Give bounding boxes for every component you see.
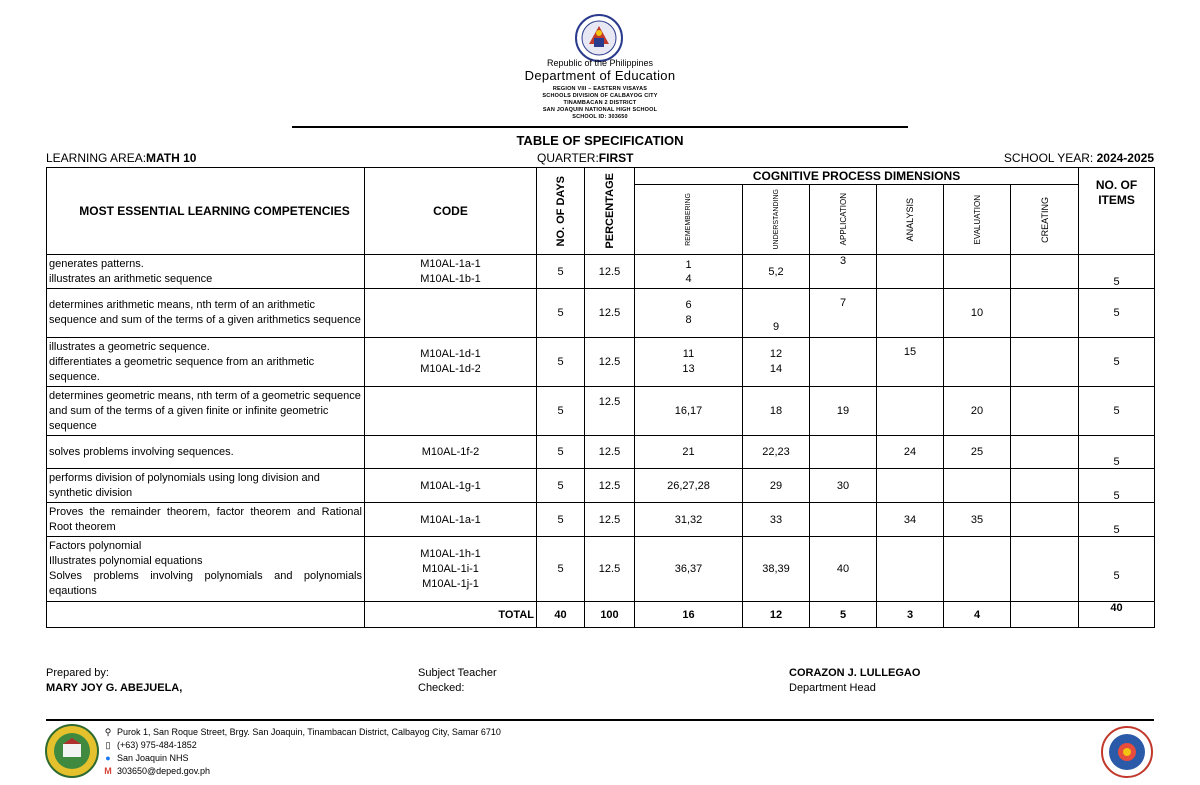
checked-label: Checked: (418, 682, 465, 694)
table-row (47, 469, 1155, 503)
percentage-cell: 12.5 (585, 255, 635, 289)
item-number: 12 (769, 348, 783, 360)
item-number: 24 (877, 436, 944, 469)
code-text: M10AL-1d-1 (420, 348, 481, 360)
total-remembering: 16 (635, 602, 743, 628)
competency-text: Solves problems involving polynomials and polynomials eqautions (49, 570, 362, 597)
learning-area: LEARNING AREA:MATH 10 (46, 151, 197, 165)
competencies-header: MOST ESSENTIAL LEARNING COMPETENCIES (47, 168, 365, 255)
competency-text: Proves the remainder theorem, factor theorem and Rational Root theorem (49, 505, 362, 533)
table-row (47, 289, 1155, 338)
competency-text: determines arithmetic means, nth term of an arithmetic sequence and sum of the terms of a given arithmetics sequence (49, 299, 361, 326)
competency-text: Factors polynomial (49, 540, 142, 552)
items-header: NO. OF ITEMS (1079, 168, 1155, 255)
email-icon: M (104, 766, 112, 776)
specification-table (46, 167, 1155, 628)
days-cell: 5 (537, 537, 585, 602)
total-understanding: 12 (743, 602, 810, 628)
division-seal-logo (1101, 726, 1153, 778)
school-logo (45, 724, 99, 778)
total-days: 40 (537, 602, 585, 628)
item-number: 25 (944, 436, 1011, 469)
total-application: 5 (810, 602, 877, 628)
days-header: NO. OF DAYS (554, 175, 567, 247)
document-title: TABLE OF SPECIFICATION (516, 133, 684, 148)
item-number: 21 (635, 436, 743, 469)
items-cell: 5 (1079, 255, 1155, 289)
total-row (47, 602, 1155, 628)
facebook-icon: ● (105, 753, 111, 763)
percentage-cell: 12.5 (585, 289, 635, 338)
competency-text: differentiates a geometric sequence from an arithmetic sequence. (49, 355, 315, 383)
competency-text: illustrates a geometric sequence. (49, 340, 210, 353)
school-id-text: SCHOOL ID: 303650 (572, 114, 628, 120)
days-cell: 5 (537, 255, 585, 289)
table-row (47, 338, 1155, 387)
code-text: M10AL-1h-1 (420, 547, 481, 560)
competency-text: determines geometric means, nth term of a geometric sequence and sum of the terms of a given finite or infinite geometric sequence (49, 389, 361, 432)
item-number: 7 (810, 289, 877, 338)
school-name-text: SAN JOAQUIN NATIONAL HIGH SCHOOL (542, 107, 658, 113)
footer-divider (46, 719, 1154, 721)
code-text: M10AL-1i-1 (422, 562, 479, 575)
days-cell: 5 (537, 338, 585, 387)
deped-seal-logo (575, 14, 623, 62)
items-cell: 5 (1079, 289, 1155, 338)
code-text: M10AL-1j-1 (422, 577, 479, 590)
total-percentage: 100 (585, 602, 635, 628)
competency-text: solves problems involving sequences. (49, 445, 234, 458)
facebook-line: ● San Joaquin NHS (103, 753, 189, 763)
code-header: CODE (365, 168, 537, 255)
header-divider (292, 126, 908, 128)
item-number: 4 (685, 272, 692, 285)
analysis-header: ANALYSIS (905, 197, 915, 242)
republic-text: Republic of the Philippines (546, 58, 654, 68)
department-text: Department of Education (524, 68, 676, 83)
percentage-cell: 12.5 (585, 338, 635, 387)
prepared-name: MARY JOY G. ABEJUELA, (46, 682, 183, 694)
head-title: Department Head (789, 682, 876, 694)
phone-icon: ▯ (105, 740, 111, 750)
items-cell: 5 (1079, 503, 1155, 537)
division-text: SCHOOLS DIVISION OF CALBAYOG CITY (542, 93, 658, 99)
days-cell: 5 (537, 469, 585, 503)
item-number: 19 (810, 387, 877, 436)
percentage-cell: 12.5 (585, 387, 635, 436)
location-pin-icon: ⚲ (104, 727, 112, 737)
item-number: 11 (682, 348, 695, 360)
quarter: QUARTER:FIRST (537, 151, 634, 165)
application-header: APPLICATION (838, 193, 848, 246)
address-line: ⚲ Purok 1, San Roque Street, Brgy. San Joaquin, Tinambacan District, Calbayog City, Samar 6710 (104, 727, 501, 737)
item-number: 3 (810, 255, 877, 289)
item-number: 14 (769, 363, 783, 375)
item-number: 22,23 (743, 436, 810, 469)
code-text: M10AL-1b-1 (420, 272, 481, 285)
item-number: 38,39 (743, 537, 810, 602)
item-number: 9 (743, 289, 810, 338)
days-cell: 5 (537, 436, 585, 469)
items-cell: 5 (1079, 387, 1155, 436)
item-number: 40 (810, 537, 877, 602)
region-text: REGION VIII – EASTERN VISAYAS (552, 86, 648, 92)
table-row (47, 537, 1155, 602)
competency-text: performs division of polynomials using long division and synthetic division (49, 471, 320, 499)
item-number: 26,27,28 (635, 469, 743, 503)
table-row (47, 436, 1155, 469)
phone-line: ▯ (+63) 975-484-1852 (103, 740, 197, 751)
teacher-label: Subject Teacher (418, 667, 497, 679)
code-text: M10AL-1a-1 (365, 503, 537, 537)
item-number: 13 (682, 363, 695, 375)
code-text: M10AL-1g-1 (365, 469, 537, 503)
evaluation-header: EVALUATION (972, 194, 982, 245)
item-number: 15 (877, 338, 944, 387)
item-number: 16,17 (635, 387, 743, 436)
percentage-cell: 12.5 (585, 436, 635, 469)
table-row (47, 503, 1155, 537)
cognitive-header: COGNITIVE PROCESS DIMENSIONS (635, 168, 1079, 185)
percentage-cell: 12.5 (585, 503, 635, 537)
items-cell: 5 (1079, 469, 1155, 503)
item-number: 10 (944, 289, 1011, 338)
email-line: M 303650@deped.gov.ph (104, 766, 211, 776)
understanding-header: UNDERSTANDING (772, 189, 780, 250)
items-cell: 5 (1079, 436, 1155, 469)
total-evaluation: 4 (944, 602, 1011, 628)
item-number: 33 (743, 503, 810, 537)
school-year: SCHOOL YEAR: 2024-2025 (1003, 151, 1154, 165)
item-number: 1 (685, 258, 692, 271)
table-row (47, 387, 1155, 436)
competency-text: illustrates an arithmetic sequence (49, 272, 213, 285)
item-number: 18 (743, 387, 810, 436)
district-text: TINAMBACAN 2 DISTRICT (563, 100, 637, 106)
days-cell: 5 (537, 387, 585, 436)
item-number: 8 (685, 314, 692, 326)
total-items: 40 (1079, 602, 1155, 628)
percentage-cell: 12.5 (585, 537, 635, 602)
percentage-cell: 12.5 (585, 469, 635, 503)
prepared-label: Prepared by: (46, 667, 109, 679)
total-creating (1011, 602, 1079, 628)
item-number: 35 (944, 503, 1011, 537)
item-number: 29 (743, 469, 810, 503)
code-text: M10AL-1a-1 (420, 257, 481, 270)
creating-header: CREATING (1039, 196, 1050, 243)
items-cell: 5 (1079, 338, 1155, 387)
total-analysis: 3 (877, 602, 944, 628)
item-number: 20 (944, 387, 1011, 436)
days-cell: 5 (537, 503, 585, 537)
days-cell: 5 (537, 289, 585, 338)
item-number: 31,32 (635, 503, 743, 537)
table-row (47, 255, 1155, 289)
item-number: 34 (877, 503, 944, 537)
item-number: 30 (810, 469, 877, 503)
head-name: CORAZON J. LULLEGAO (789, 667, 921, 679)
items-cell: 5 (1079, 537, 1155, 602)
percentage-header: PERCENTAGE (603, 173, 616, 249)
code-text: M10AL-1d-2 (420, 363, 481, 375)
competency-text: generates patterns. (49, 257, 144, 270)
remembering-header: REMEMBERING (685, 193, 692, 246)
item-number: 6 (685, 299, 692, 311)
competency-text: Illustrates polynomial equations (49, 555, 203, 567)
code-text: M10AL-1f-2 (365, 436, 537, 469)
item-number: 36,37 (635, 537, 743, 602)
item-number: 5,2 (743, 255, 810, 289)
total-label: TOTAL (365, 602, 537, 628)
